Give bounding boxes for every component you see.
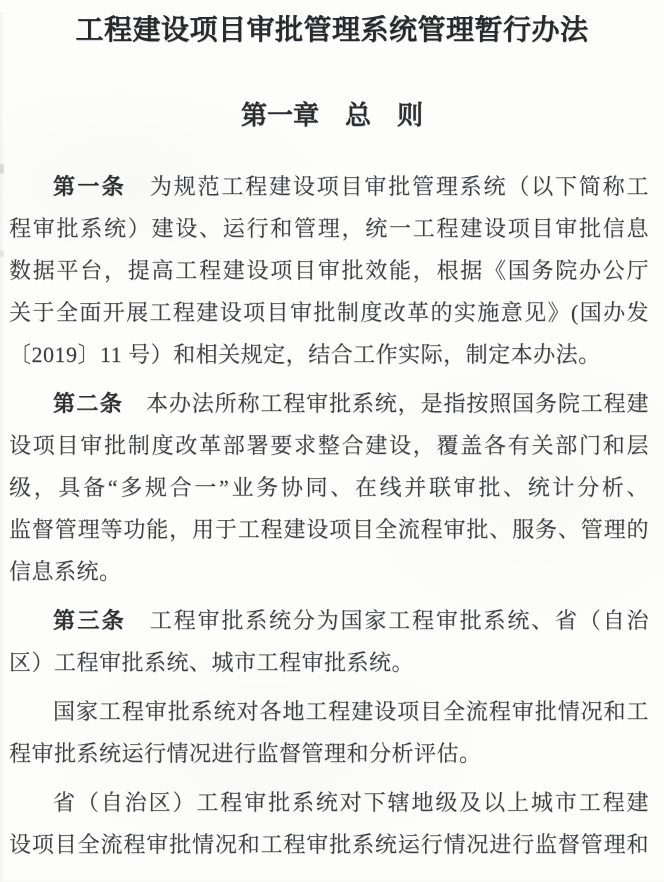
text-line: 级，具备“多规合一”业务协同、在线并联审批、统计分析、	[9, 475, 649, 500]
document-body	[9, 166, 649, 866]
paragraph	[9, 782, 649, 866]
paragraph	[9, 600, 649, 684]
article-number: 第二条	[53, 391, 124, 416]
scan-artifact	[0, 164, 4, 174]
text-line: 国家工程审批系统对各地工程建设项目全流程审批情况和工	[53, 699, 649, 724]
text-line: 信息系统。	[9, 559, 122, 584]
text-line: 设项目审批制度改革部署要求整合建设，覆盖各有关部门和层	[9, 433, 649, 458]
text-line: 区）工程审批系统、城市工程审批系统。	[9, 650, 415, 675]
paragraph	[9, 691, 649, 775]
text-line: 设项目全流程审批情况和工程审批系统运行情况进行监督管理和	[9, 832, 649, 857]
article-number: 第三条	[53, 608, 126, 633]
scan-artifact	[0, 250, 4, 257]
text-line: 程审批系统运行情况进行监督管理和分析评估。	[9, 741, 482, 766]
text-line: 程审批系统）建设、运行和管理，统一工程建设项目审批信息	[9, 216, 649, 241]
text-line: 第三条 工程审批系统分为国家工程审批系统、省（自治	[53, 608, 649, 633]
article-number: 第一条	[53, 174, 126, 199]
text-line: 〔2019〕11 号）和相关规定，结合工作实际，制定本办法。	[9, 342, 601, 367]
text-line: 关于全面开展工程建设项目审批制度改革的实施意见》(国办发	[9, 300, 649, 325]
text-line: 监督管理等功能，用于工程建设项目全流程审批、服务、管理的	[9, 517, 649, 542]
paragraph	[9, 383, 649, 593]
paragraph	[9, 166, 649, 376]
text-line: 省（自治区）工程审批系统对下辖地级及以上城市工程建	[53, 790, 649, 815]
scanned-document-page	[0, 12, 664, 882]
text-line: 第一条 为规范工程建设项目审批管理系统（以下简称工	[53, 174, 649, 199]
document-title: 工程建设项目审批管理系统管理暂行办法	[75, 15, 589, 46]
text-line: 第二条 本办法所称工程审批系统，是指按照国务院工程建	[53, 391, 649, 416]
text-line: 数据平台，提高工程建设项目审批效能，根据《国务院办公厅	[9, 258, 649, 283]
chapter-heading: 第一章 总 则	[240, 101, 423, 130]
